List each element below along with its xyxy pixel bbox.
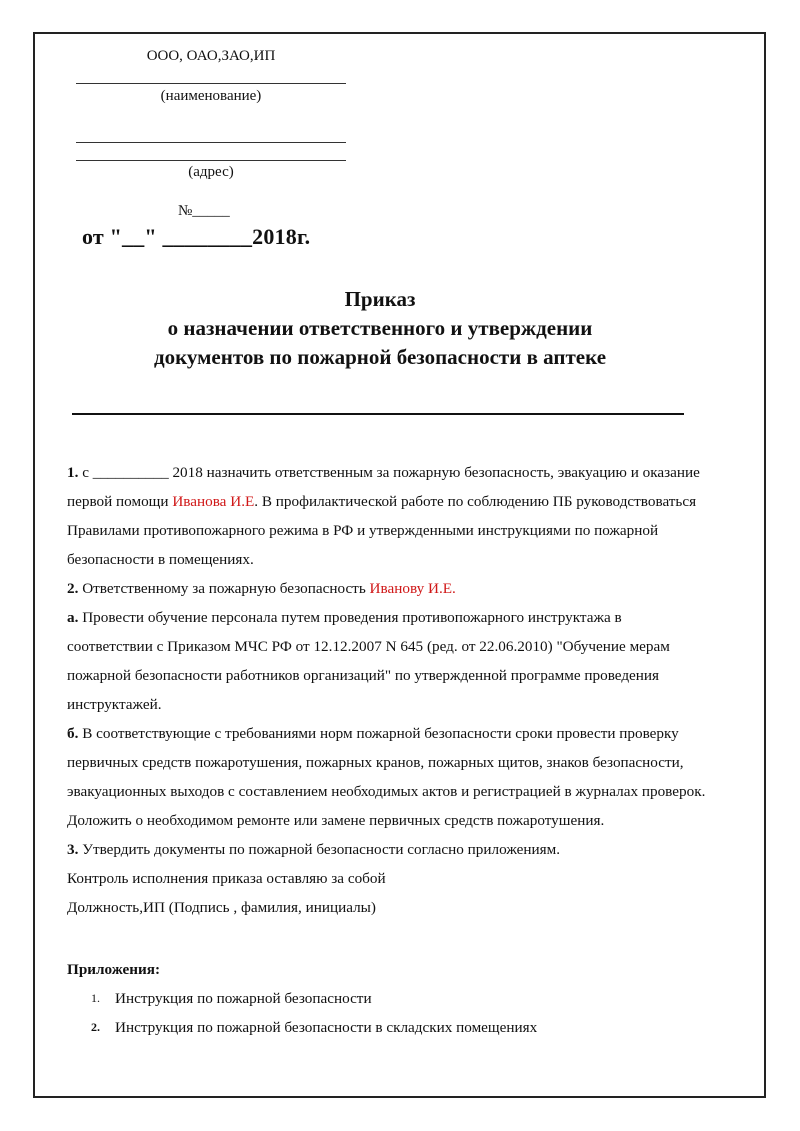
responsible-name: Иванова И.Е [172,493,255,510]
title-line-3: документов по пожарной безопасности в аптеке [153,345,607,369]
signature-line: Должность,ИП (Подпись , фамилия, инициалы) [67,899,376,916]
appendix [67,955,537,1042]
doc-date: от "__" ________2018г. [82,224,311,249]
doc-number: №_____ [178,203,230,219]
item-b-num: б. [67,725,79,742]
responsible-name-dative: Иванову И.Е. [369,580,456,597]
item-2-num: 2. [67,580,79,597]
item-1 [67,458,707,574]
doc-title [80,285,680,372]
order-body [67,458,707,922]
item-a-num: а. [67,609,79,626]
name-line [76,83,346,84]
item-3-num: 3. [67,841,79,858]
item-a [67,603,707,719]
item-2-text: Ответственному за пожарную безопасность [78,580,370,597]
item-1-text-b: . В профилактической работе по соблюдению ПБ руководствоваться Правилами противопожарного режима в РФ и утвержденными инструкциями по пожарной безопасности в помещениях. [67,493,697,568]
appendix-list [67,984,537,1042]
appendix-item-num: 2. [91,1020,100,1034]
appendix-item-num: 1. [91,991,100,1005]
appendix-item-text: Инструкция по пожарной безопасности в складских помещениях [115,1019,538,1036]
title-rule [72,413,684,415]
item-1-text-a: с __________ 2018 назначить ответственным за пожарную безопасность, эвакуацию и оказание первой помощи [67,464,700,510]
appendix-item [67,984,537,1013]
item-b-text: В соответствующие с требованиями норм пожарной безопасности сроки провести проверку первичных средств пожаротушения, пожарных кранов, пожарных щитов, знаков безопасности, эвакуационных выходов с составлением необходимых актов и регистрацией в журналах проверок. Доложить о необходимом ремонте или замене первичных средств пожаротушения. [67,725,706,829]
appendix-heading: Приложения: [67,961,161,978]
item-2 [67,574,707,603]
item-b [67,719,707,835]
appendix-item-text: Инструкция по пожарной безопасности [115,990,372,1007]
address-caption: (адрес) [188,164,234,180]
address-line-2 [76,160,346,161]
title-line-2: о назначении ответственного и утверждении [167,316,593,340]
title-line-1: Приказ [344,287,416,311]
appendix-item [67,1013,537,1042]
control-note: Контроль исполнения приказа оставляю за собой [67,870,386,887]
item-a-text: Провести обучение персонала путем проведения противопожарного инструктажа в соответствии с Приказом МЧС РФ от 12.12.2007 N 645 (ред. от 22.06.2010) "Обучение мерам пожарной безопасности работников организаций" по утвержденной программе проведения инструктажей. [67,609,670,713]
name-caption: (наименование) [160,88,262,104]
org-type: ООО, ОАО,ЗАО,ИП [146,48,276,64]
item-1-num: 1. [67,464,79,481]
item-3 [67,835,707,864]
item-3-text: Утвердить документы по пожарной безопасности согласно приложениям. [78,841,561,858]
address-line-1 [76,142,346,143]
